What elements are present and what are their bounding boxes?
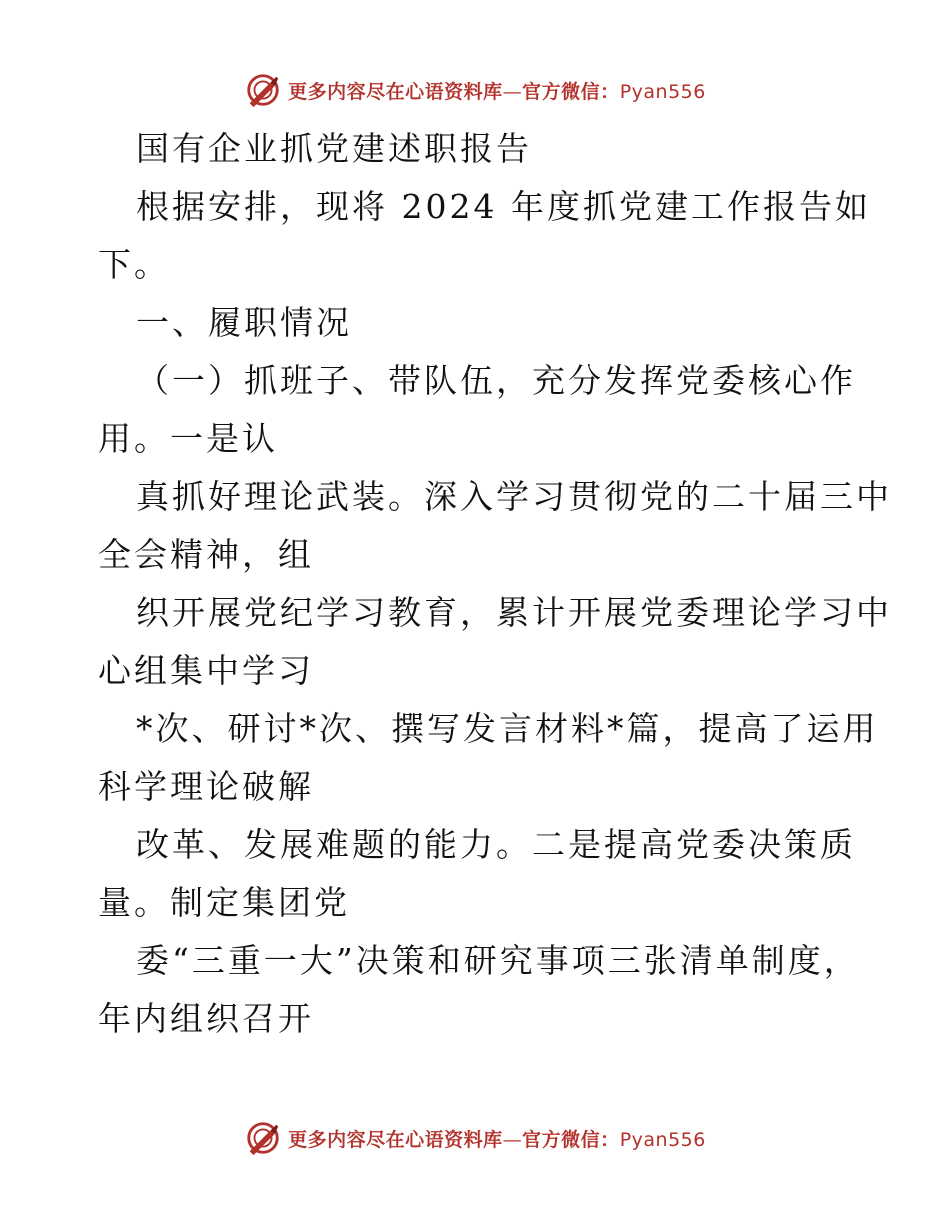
paragraph-line: 心组集中学习 [98, 651, 314, 690]
document-title: 国有企业抓党建述职报告 [136, 129, 532, 168]
pen-logo-icon [244, 71, 282, 109]
paragraph-line: 量。制定集团党 [98, 883, 350, 922]
paragraph-line: 织开展党纪学习教育，累计开展党委理论学习中 [136, 593, 892, 632]
paragraph-line: 根据安排，现将 2024 年度抓党建工作报告如 [136, 187, 871, 226]
watermark-text: 更多内容尽在心语资料库—官方微信：Pyan556 [288, 80, 706, 103]
paragraph-line: 真抓好理论武装。深入学习贯彻党的二十届三中 [136, 477, 892, 516]
pen-logo-icon [244, 1119, 282, 1157]
paragraph-line: 全会精神，组 [98, 535, 314, 574]
header-watermark [0, 68, 950, 112]
paragraph-line: 年内组织召开 [98, 999, 314, 1038]
paragraph-line: *次、研讨*次、撰写发言材料*篇，提高了运用 [136, 709, 879, 748]
paragraph-line: 改革、发展难题的能力。二是提高党委决策质 [136, 825, 856, 864]
document-body [98, 120, 892, 1048]
paragraph-line: 委“三重一大”决策和研究事项三张清单制度， [136, 941, 860, 980]
paragraph-line: 下。 [98, 245, 170, 284]
subsection-heading: （一）抓班子、带队伍，充分发挥党委核心作 [136, 361, 856, 400]
watermark-text: 更多内容尽在心语资料库—官方微信：Pyan556 [288, 1128, 706, 1151]
paragraph-line: 用。一是认 [98, 419, 278, 458]
paragraph-line: 科学理论破解 [98, 767, 314, 806]
section-heading: 一、履职情况 [136, 303, 352, 342]
footer-watermark [0, 1116, 950, 1160]
